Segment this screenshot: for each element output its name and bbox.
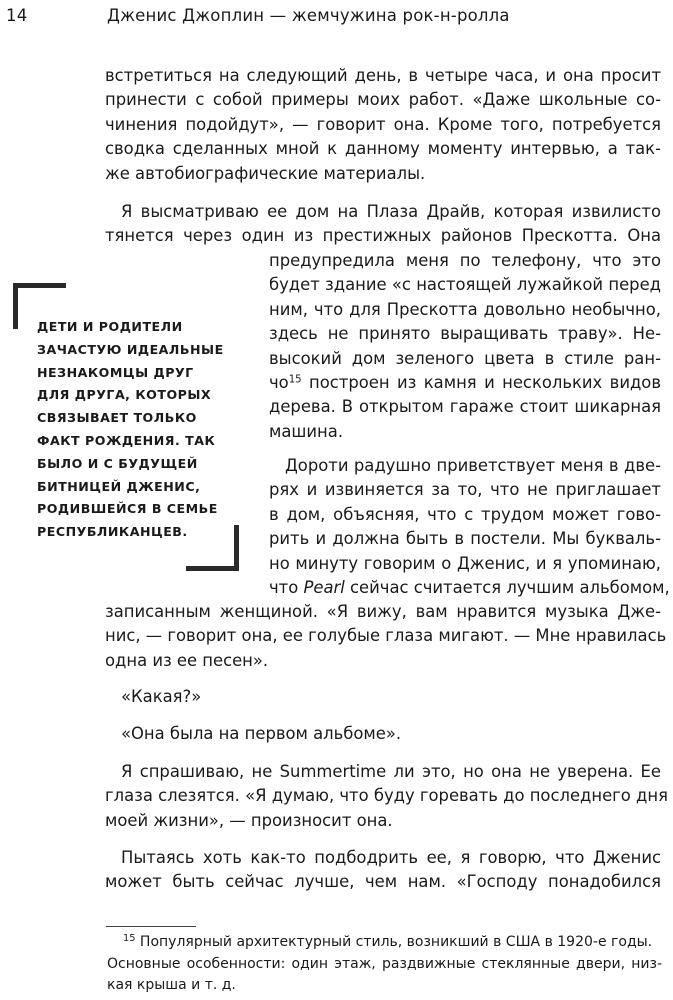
text-line: моей жизни», — произносит она. (105, 810, 393, 830)
text-line: дерева. В открытом гараже стоит шикарная (269, 397, 661, 417)
text-fragment: Популярный архитектурный стиль, возникший в США в 1920-е годы. (139, 934, 653, 950)
text-line: «Какая?» (121, 687, 202, 706)
pullquote-line: ДЛЯ ДРУГА, КОТОРЫХ (37, 387, 212, 403)
footnote-divider (106, 926, 196, 927)
paragraph-3 (105, 600, 667, 673)
text-fragment: чо (269, 372, 289, 392)
text-line: записанным женщиной. «Я вижу, вам нравится музыка Дже- (105, 602, 661, 621)
text-line: «Она была на первом альбоме». (121, 724, 402, 743)
pullquote-line: НЕЗНАКОМЦЫ ДРУГ (37, 364, 194, 380)
pullquote-line: ДЕТИ И РОДИТЕЛИ (37, 319, 183, 334)
text-line: Я спрашиваю, не Summertime ли это, но она не уверена. Ее (121, 762, 661, 781)
text-line: машина. (269, 421, 344, 441)
paragraph-7 (105, 846, 661, 895)
pullquote-bracket-bottom-right (186, 525, 239, 571)
text-line: Пытаясь хоть как-то подбодрить ее, я говорю, что Дженис (121, 848, 661, 867)
paragraph-1 (105, 64, 661, 186)
text-line: чинения подойдут», — говорит она. Кроме того, потребуется (105, 114, 661, 134)
footnote (107, 932, 662, 997)
text-line: рить и должна быть в постели. Мы букваль- (269, 529, 661, 549)
text-line: ним, что для Прескотта довольно необычно, (269, 299, 661, 319)
text-line: Дороти радушно приветствует меня в две- (285, 456, 661, 475)
text-line: предупредила меня по телефону, что это (269, 251, 661, 270)
pullquote (37, 316, 252, 544)
text-line: нис, — говорит она, ее голубые глаза мигают. — Мне нравилась (105, 626, 667, 646)
running-header (0, 6, 673, 30)
paragraph-5 (105, 722, 661, 746)
text-fragment: сейчас считается лучшим альбомом, (344, 577, 670, 597)
pullquote-line: СВЯЗЫВАЕТ ТОЛЬКО (37, 410, 197, 426)
paragraph-2-wrap (269, 249, 661, 444)
footnote-reference[interactable]: 15 (288, 374, 302, 386)
footnote-line: Основные особенности: один этаж, раздвижные стеклянные двери, низ- (107, 955, 662, 972)
text-line: принести с собой примеры моих работ. «Даже школьные со- (105, 90, 661, 110)
text-line: же автобиографические материалы. (105, 163, 426, 183)
text-fragment: что (269, 577, 304, 597)
pullquote-line: РОДИВШЕЙСЯ В СЕМЬЕ (37, 501, 218, 517)
pullquote-line: БИТНИЦЕЙ ДЖЕНИС, (37, 478, 201, 494)
text-line (269, 371, 661, 395)
album-title: Pearl (303, 577, 345, 597)
paragraph-4 (105, 685, 661, 709)
paragraph-3-wrap (269, 454, 670, 600)
text-line: здесь не принято выращивать траву». Не- (269, 324, 661, 344)
text-line: будет здание «с настоящей лужайкой перед (269, 275, 661, 295)
book-title: Дженис Джоплин — жемчужина рок-н-ролла (107, 6, 510, 25)
text-fragment: построен из камня и нескольких видов (301, 372, 661, 392)
text-line: высокий дом зеленого цвета в стиле ран- (269, 348, 661, 368)
text-line: но минуту говорим о Дженис, и я упоминаю, (269, 553, 661, 573)
text-line: рях и извиняется за то, что не приглашает (269, 480, 661, 500)
pullquote-line: РЕСПУБЛИКАНЦЕВ. (37, 524, 188, 540)
text-line: встретиться на следующий день, в четыре часа, и она просит (105, 66, 661, 85)
text-line: Я высматриваю ее дом на Плаза Драйв, которая извилисто (121, 202, 661, 221)
paragraph-6 (105, 760, 668, 833)
footnote-marker: 15 (123, 933, 136, 945)
pullquote-line: БЫЛО И С БУДУЩЕЙ (37, 455, 198, 471)
text-line: может быть сейчас лучше, чем нам. «Господу понадобился (105, 872, 661, 892)
text-line: одна из ее песен». (105, 650, 269, 670)
text-line: в дом, объясняя, что с трудом может гово- (269, 504, 661, 524)
footnote-line: кая крыша и т. д. (107, 977, 236, 994)
pullquote-line: ЗАЧАСТУЮ ИДЕАЛЬНЫЕ (37, 341, 224, 357)
text-line: тянется через один из престижных районов Прескотта. Она (105, 226, 661, 246)
pullquote-line: ФАКТ РОЖДЕНИЯ. ТАК (37, 432, 216, 448)
paragraph-2 (105, 200, 661, 249)
footnote-line (107, 932, 662, 954)
page-number: 14 (6, 6, 28, 25)
text-line: глаза слезятся. «Я думаю, что буду горевать до последнего дня (105, 786, 668, 806)
text-line: сводка сделанных мной к данному моменту интервью, а так- (105, 139, 661, 159)
text-line (269, 576, 670, 600)
